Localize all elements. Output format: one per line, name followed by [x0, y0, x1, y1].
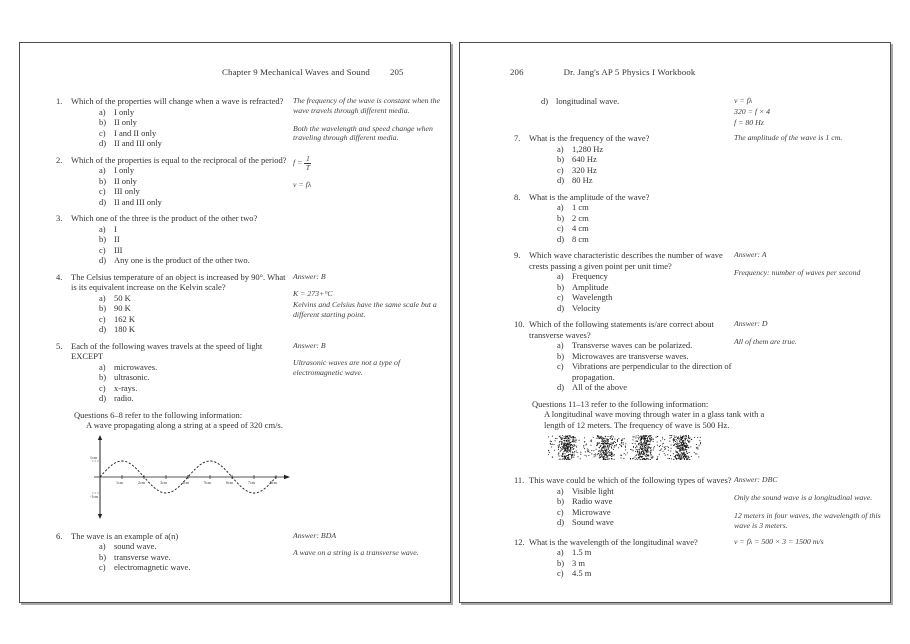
option-letter: c) — [99, 562, 106, 572]
option-line — [71, 372, 293, 383]
option-letter: b) — [99, 117, 107, 127]
option-line — [71, 393, 293, 404]
margin-notes-column — [293, 531, 443, 559]
option-letter: c) — [99, 127, 106, 138]
margin-note: Kelvins and Celsius have the same scale but a different starting point. — [293, 300, 437, 319]
option-letter: a) — [99, 223, 106, 234]
question-column — [514, 319, 734, 393]
option-letter: d) — [557, 175, 565, 186]
margin-formula: f = 80 Hz — [734, 117, 764, 127]
page-content — [56, 96, 451, 579]
option-line — [71, 255, 293, 266]
option-letter: b) — [557, 350, 565, 361]
question-text: Which wave characteristic describes the number of wave crests passing a given point per unit time? — [529, 250, 723, 271]
answer-label: Answer: BDA — [293, 530, 337, 540]
question-column — [514, 133, 734, 186]
wave-graph-figure — [90, 434, 295, 520]
question-column — [514, 475, 734, 528]
margin-notes-column — [293, 96, 443, 143]
option-line — [71, 383, 293, 394]
option-line — [71, 562, 293, 573]
wave-graph-container — [90, 434, 293, 525]
option-letter: b) — [99, 303, 107, 313]
question-number: 1. — [56, 96, 63, 106]
question-column — [56, 410, 293, 525]
option-letter: c) — [99, 382, 106, 393]
question-body — [529, 475, 734, 528]
option-text: Any one is the product of the other two. — [114, 255, 250, 265]
option-text: radio. — [114, 393, 134, 403]
question-column — [514, 250, 734, 313]
question-text: What is the wavelength of the longitudinal wave? — [529, 536, 698, 547]
option-text: 640 Hz — [572, 154, 597, 165]
option-text: Radio wave — [572, 496, 613, 507]
option-line — [71, 176, 293, 187]
book-title: Dr. Jang's AP 5 Physics I Workbook — [563, 67, 696, 77]
question-block — [514, 133, 734, 186]
question-row — [514, 537, 886, 579]
option-line — [71, 541, 293, 552]
question-column — [514, 398, 765, 470]
margin-notes-column — [734, 250, 884, 278]
option-text: 4.5 m — [572, 568, 592, 579]
question-number: 12. — [514, 536, 525, 547]
option-line — [71, 362, 293, 373]
option-line — [529, 517, 734, 528]
option-text: II and III only — [114, 138, 162, 148]
margin-formula: v = fλ = 500 × 3 = 1500 m/s — [734, 536, 824, 546]
option-line — [71, 293, 293, 304]
option-letter: c) — [557, 223, 564, 234]
question-row — [514, 250, 886, 313]
option-letter: d) — [99, 255, 107, 265]
option-text: III — [114, 244, 123, 255]
question-row — [514, 319, 886, 393]
option-text: Transverse waves can be polarized. — [572, 340, 693, 351]
question-row — [56, 96, 451, 149]
question-body — [529, 250, 734, 313]
option-text: II only — [114, 117, 137, 127]
option-line — [529, 154, 734, 165]
option-text: 2 cm — [572, 212, 589, 223]
svg-text:7cm: 7cm — [248, 479, 255, 485]
margin-notes-column — [734, 537, 884, 547]
question-block — [514, 250, 734, 313]
question-body — [71, 272, 293, 335]
option-letter: a) — [557, 547, 564, 558]
question-group-lead: Questions 11–13 refer to the following information: — [532, 398, 709, 409]
page-number: 205 — [389, 67, 404, 77]
option-line — [71, 117, 293, 128]
option-line — [529, 202, 734, 213]
svg-text:8cm: 8cm — [270, 479, 277, 485]
margin-notes-column — [734, 133, 884, 143]
option-letter: a) — [99, 165, 106, 175]
question-column — [56, 531, 293, 573]
density-band-figure — [548, 435, 701, 460]
option-line — [71, 234, 293, 245]
option-line — [71, 197, 293, 208]
option-text: sound wave. — [114, 541, 157, 551]
question-number: 7. — [514, 133, 521, 144]
question-text: What is the frequency of the wave? — [529, 133, 650, 144]
margin-formula: v = fλ — [293, 179, 312, 189]
question-group-lead: Questions 6–8 refer to the following information: — [74, 409, 243, 420]
option-letter: b) — [99, 551, 107, 562]
question-column — [56, 213, 293, 266]
margin-formula: v = fλ — [734, 96, 753, 105]
option-line — [71, 128, 293, 139]
question-block — [514, 319, 734, 393]
option-line — [71, 138, 293, 149]
option-line — [529, 558, 734, 569]
margin-note: 12 meters in four waves, the wavelength of this wave is 3 meters. — [734, 510, 881, 530]
question-text: The wave is an example of a(n) — [71, 530, 179, 541]
svg-text:6cm: 6cm — [226, 479, 233, 485]
question-row — [514, 475, 886, 530]
question-text: Each of the following waves travels at the speed of light EXCEPT — [71, 340, 263, 361]
option-letter: b) — [557, 496, 565, 507]
margin-note: Ultrasonic waves are not a type of electromagnetic wave. — [293, 358, 401, 378]
option-text: Visible light — [572, 485, 614, 496]
question-number: 8. — [514, 191, 521, 202]
option-line — [529, 165, 734, 176]
question-body — [529, 537, 734, 579]
margin-notes-column — [734, 475, 884, 530]
option-line — [529, 292, 734, 303]
question-number: 9. — [514, 250, 521, 261]
margin-note: All of them are true. — [734, 337, 797, 347]
option-letter: a) — [99, 292, 106, 303]
option-text: All of the above — [572, 382, 627, 393]
margin-note: Both the wavelength and speed change when traveling through different media. — [293, 123, 433, 143]
option-line — [71, 245, 293, 256]
question-row — [56, 531, 451, 573]
svg-text:2cm: 2cm — [138, 479, 145, 485]
option-letter: c) — [99, 186, 106, 196]
question-block — [514, 192, 734, 245]
option-letter: a) — [557, 143, 564, 154]
option-letter: b) — [557, 212, 565, 223]
margin-note: A wave on a string is a transverse wave. — [293, 548, 419, 558]
option-text: I and II only — [114, 127, 157, 138]
question-number: 11. — [514, 475, 525, 486]
question-row — [56, 155, 451, 208]
option-letter: c) — [557, 568, 564, 579]
option-line — [529, 213, 734, 224]
chapter-title: Chapter 9 Mechanical Waves and Sound — [222, 67, 370, 77]
option-line — [529, 507, 734, 518]
margin-notes-column — [293, 155, 443, 190]
option-text: III only — [114, 186, 140, 196]
page-206 — [459, 42, 891, 603]
answer-label: Answer: DBC — [734, 475, 778, 485]
option-text: electromagnetic wave. — [114, 562, 191, 572]
question-number: 10. — [514, 319, 525, 330]
option-letter: a) — [557, 271, 564, 282]
question-text: Which of the properties will change when a wave is refracted? — [71, 96, 284, 106]
question-text: Which one of the three is the product of the other two? — [71, 213, 258, 223]
question-block — [56, 531, 293, 573]
fraction-numerator: 1 — [306, 154, 310, 163]
question-row — [514, 96, 886, 127]
option-line — [71, 186, 293, 197]
svg-text:3cm: 3cm — [160, 479, 167, 485]
svg-text:-1cm: -1cm — [90, 493, 99, 499]
question-number: 4. — [56, 271, 63, 282]
option-text: 4 cm — [572, 223, 589, 234]
question-block — [56, 272, 293, 335]
option-text: 1,280 Hz — [572, 143, 604, 154]
option-letter: d) — [99, 138, 107, 148]
option-text: II only — [114, 175, 137, 186]
option-letter: c) — [557, 292, 564, 303]
option-letter: d) — [99, 196, 107, 207]
option-line — [529, 361, 734, 382]
option-line — [529, 234, 734, 245]
option-line — [529, 486, 734, 497]
question-group-body: A wave propagating along a string at a speed of 320 cm/s. — [86, 420, 283, 430]
question-column — [56, 96, 293, 149]
option-text: 162 K — [114, 313, 136, 324]
question-group-body: A longitudinal wave moving through water in a glass tank with a length of 12 meters. The frequency of wave is 500 Hz. — [544, 409, 765, 430]
option-line — [529, 223, 734, 234]
page-content — [514, 96, 886, 585]
option-letter: d) — [557, 382, 565, 393]
option-text: Sound wave — [572, 517, 614, 528]
question-number: 6. — [56, 530, 63, 541]
question-body — [71, 96, 293, 149]
fraction-denominator: T — [305, 163, 310, 172]
question-number: 5. — [56, 340, 63, 351]
option-text: I only — [114, 106, 135, 117]
option-text: 8 cm — [572, 233, 589, 244]
option-line — [529, 175, 734, 186]
question-block — [514, 537, 734, 579]
question-body — [529, 319, 734, 393]
option-text: 90 K — [114, 303, 131, 313]
option-letter: d) — [557, 517, 565, 528]
question-column — [514, 192, 734, 245]
page-header-left — [222, 67, 404, 77]
question-text: This wave could be which of the following types of waves? — [529, 475, 732, 486]
margin-notes-column — [293, 272, 443, 320]
question-body — [529, 133, 734, 186]
option-letter: b) — [557, 557, 565, 568]
option-text: 180 K — [114, 324, 136, 334]
option-text: 320 Hz — [572, 164, 597, 175]
option-line — [71, 165, 293, 176]
option-line — [71, 314, 293, 325]
option-text: x-rays. — [114, 382, 138, 393]
option-letter: a) — [557, 340, 564, 351]
question-block — [56, 213, 293, 266]
option-text: Amplitude — [572, 281, 609, 292]
option-letter: a) — [99, 361, 106, 372]
answer-label: Answer: A — [734, 250, 767, 260]
option-line — [529, 382, 734, 393]
margin-notes-column — [734, 96, 884, 127]
density-band-container — [548, 435, 734, 465]
option-letter: b) — [557, 281, 565, 292]
margin-note: The frequency of the wave is constant when the wave travels through different media. — [293, 96, 440, 115]
page-205 — [19, 42, 451, 603]
option-text: Vibrations are perpendicular to the direction of propagation. — [572, 361, 732, 382]
option-line — [71, 324, 293, 335]
option-text: longitudinal wave. — [556, 96, 620, 106]
formula-lhs: f = — [293, 158, 303, 168]
option-letter: a) — [557, 202, 564, 213]
option-text: I only — [114, 165, 135, 175]
question-column — [56, 341, 293, 404]
option-text: Velocity — [572, 302, 601, 313]
option-letter: d) — [541, 96, 549, 106]
option-text: Microwave — [572, 506, 611, 517]
margin-note: The amplitude of the wave is 1 cm. — [734, 133, 843, 143]
question-block — [56, 341, 293, 404]
option-text: Wavelength — [572, 292, 613, 303]
question-text: The Celsius temperature of an object is increased by 90°. What is its equivalent increase on the Kelvin scale? — [71, 271, 286, 292]
question-block — [56, 96, 293, 149]
question-body — [71, 341, 293, 404]
answer-label: Answer: B — [293, 271, 326, 281]
option-letter: a) — [99, 106, 106, 117]
option-letter: c) — [557, 164, 564, 175]
svg-text:4cm: 4cm — [182, 479, 189, 485]
option-line — [529, 282, 734, 293]
option-letter: c) — [99, 313, 106, 324]
margin-note: Frequency: number of waves per second — [734, 268, 861, 278]
option-text: Microwaves are transverse waves. — [572, 350, 689, 361]
option-line — [529, 496, 734, 507]
question-text: Which of the properties is equal to the reciprocal of the period? — [71, 154, 287, 165]
question-column — [56, 272, 293, 335]
svg-text:1cm: 1cm — [116, 479, 123, 485]
question-row — [56, 410, 451, 525]
margin-formula — [293, 155, 443, 172]
option-letter: a) — [557, 485, 564, 496]
option-text: 80 Hz — [572, 175, 593, 186]
option-letter: b) — [557, 154, 565, 165]
question-row — [56, 341, 451, 404]
question-block — [56, 155, 293, 208]
option-line — [529, 144, 734, 155]
svg-text:5cm: 5cm — [204, 479, 211, 485]
option-line — [529, 340, 734, 351]
option-letter: d) — [557, 233, 565, 244]
option-text: ultrasonic. — [114, 372, 150, 382]
option-line — [71, 552, 293, 563]
question-row — [514, 133, 886, 186]
option-line-continued — [514, 96, 734, 107]
question-row — [514, 192, 886, 245]
question-text: What is the amplitude of the wave? — [529, 191, 650, 202]
answer-label: Answer: B — [293, 340, 326, 350]
option-letter: b) — [99, 175, 107, 186]
option-letter: c) — [99, 244, 106, 255]
question-column — [514, 537, 734, 579]
option-line — [71, 303, 293, 314]
question-column — [56, 155, 293, 208]
page-number: 206 — [510, 67, 524, 77]
question-row — [56, 213, 451, 266]
option-letter: c) — [557, 361, 564, 372]
margin-note: Only the sound wave is a longitudinal wave. — [734, 493, 873, 503]
option-text: microwaves. — [114, 361, 158, 372]
fraction — [304, 155, 311, 172]
option-letter: a) — [99, 541, 106, 551]
option-text: transverse wave. — [114, 551, 171, 562]
question-body — [529, 192, 734, 245]
answer-label: Answer: D — [734, 319, 768, 329]
question-text: Which of the following statements is/are correct about transverse waves? — [529, 319, 714, 340]
option-text: 1.5 m — [572, 547, 592, 558]
margin-formula: 320 = f × 4 — [734, 106, 771, 116]
option-text: Frequency — [572, 271, 608, 282]
option-letter: d) — [557, 302, 565, 313]
option-letter: b) — [99, 372, 107, 382]
option-text: 50 K — [114, 292, 131, 303]
option-line — [71, 107, 293, 118]
option-letter: d) — [99, 393, 107, 403]
option-line — [529, 568, 734, 579]
option-line — [529, 351, 734, 362]
question-number: 2. — [56, 154, 63, 165]
option-line — [529, 303, 734, 314]
question-body — [71, 155, 293, 208]
option-text: II — [114, 234, 120, 244]
question-block — [514, 475, 734, 528]
question-body — [71, 531, 293, 573]
margin-notes-column — [734, 319, 884, 347]
question-row — [514, 399, 886, 470]
option-line — [529, 547, 734, 558]
question-column — [514, 96, 734, 107]
question-number: 3. — [56, 213, 63, 223]
question-row — [56, 272, 451, 335]
option-letter: d) — [99, 324, 107, 334]
page-header-right — [510, 67, 696, 77]
option-text: 1 cm — [572, 202, 589, 213]
option-text: II and III only — [114, 196, 162, 207]
option-letter: c) — [557, 506, 564, 517]
option-line — [529, 271, 734, 282]
margin-notes-column — [293, 341, 443, 378]
option-line — [71, 224, 293, 235]
option-text: 3 m — [572, 557, 585, 568]
svg-text:1cm: 1cm — [90, 454, 97, 460]
question-body — [71, 213, 293, 266]
option-text: I — [114, 223, 117, 234]
option-letter: b) — [99, 234, 107, 244]
margin-formula: K = 273+°C — [293, 289, 333, 299]
